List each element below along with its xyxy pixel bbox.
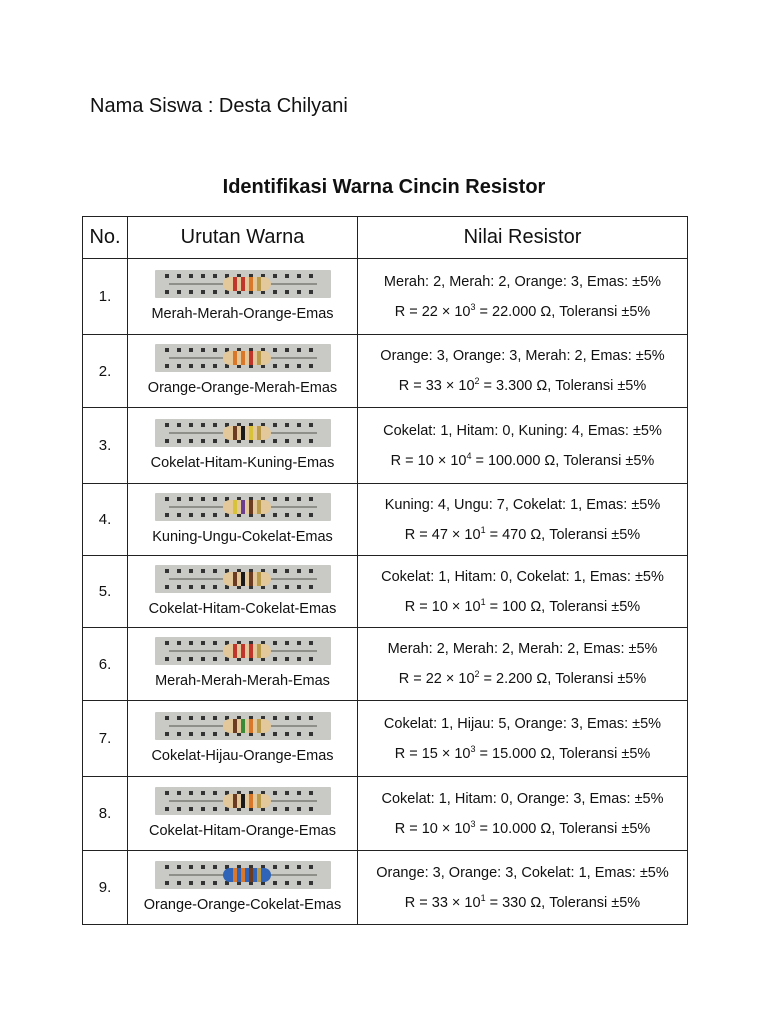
resistor-photo: [155, 712, 331, 740]
color-order-label: Merah-Merah-Orange-Emas: [151, 305, 334, 322]
color-band: [233, 794, 237, 808]
color-digit-mapping: Cokelat: 1, Hitam: 0, Cokelat: 1, Emas: ±5%: [381, 568, 664, 585]
color-band: [257, 500, 261, 514]
color-order-cell: [128, 408, 358, 484]
color-order-label: Cokelat-Hitam-Kuning-Emas: [150, 454, 335, 471]
formula-result: = 2.200 Ω, Toleransi ±5%: [479, 670, 647, 687]
resistor-value-cell: [358, 701, 688, 777]
color-digit-mapping: Cokelat: 1, Hitam: 0, Kuning: 4, Emas: ±5%: [383, 422, 662, 439]
resistor-body: [223, 868, 271, 882]
resistor-photo: [155, 787, 331, 815]
formula-base: R = 10 × 10: [390, 452, 467, 469]
table-row: [83, 777, 688, 851]
color-order-cell: [128, 484, 358, 556]
color-digit-mapping: Merah: 2, Merah: 2, Orange: 3, Emas: ±5%: [383, 273, 662, 290]
formula-base: R = 33 × 10: [398, 377, 475, 394]
color-band: [233, 644, 237, 658]
color-band: [257, 868, 261, 882]
color-order-cell: [128, 556, 358, 628]
formula-exponent: 3: [470, 301, 476, 312]
color-band: [257, 351, 261, 365]
color-order-cell: [128, 851, 358, 925]
resistor-body: [223, 719, 271, 733]
formula-base: R = 10 × 10: [394, 820, 471, 837]
header-color-order: Urutan Warna: [128, 217, 358, 259]
color-order-cell: [128, 701, 358, 777]
color-order-label: Orange-Orange-Cokelat-Emas: [143, 896, 342, 913]
color-band: [249, 719, 253, 733]
formula-result: = 10.000 Ω, Toleransi ±5%: [475, 820, 651, 837]
color-band: [241, 719, 245, 733]
color-band: [241, 351, 245, 365]
color-order-label: Cokelat-Hitam-Orange-Emas: [149, 822, 336, 839]
resistor-body: [223, 500, 271, 514]
color-band: [257, 794, 261, 808]
resistor-body: [223, 572, 271, 586]
row-number: 2.: [83, 335, 128, 408]
resistance-formula: [358, 525, 687, 543]
formula-exponent: 1: [480, 892, 486, 903]
resistor-body: [223, 794, 271, 808]
resistance-formula: [358, 893, 687, 911]
resistance-formula: [358, 451, 687, 469]
formula-exponent: 3: [470, 743, 476, 754]
formula-exponent: 1: [480, 524, 486, 535]
color-order-cell: [128, 628, 358, 701]
color-digit-mapping: Cokelat: 1, Hitam: 0, Orange: 3, Emas: ±5%: [381, 790, 664, 807]
resistor-value-cell: [358, 628, 688, 701]
formula-base: R = 47 × 10: [404, 526, 481, 543]
resistor-value-cell: [358, 259, 688, 335]
table-row: [83, 851, 688, 925]
color-band: [241, 794, 245, 808]
color-band: [241, 572, 245, 586]
formula-base: R = 10 × 10: [404, 598, 481, 615]
color-band: [257, 719, 261, 733]
formula-exponent: 4: [466, 450, 472, 461]
formula-exponent: 2: [474, 669, 480, 680]
color-band: [233, 500, 237, 514]
formula-exponent: 1: [480, 596, 486, 607]
formula-result: = 100 Ω, Toleransi ±5%: [485, 598, 641, 615]
resistor-value-cell: [358, 484, 688, 556]
resistance-formula: [358, 744, 687, 762]
formula-result: = 3.300 Ω, Toleransi ±5%: [479, 377, 647, 394]
resistor-value-cell: [358, 556, 688, 628]
color-band: [249, 426, 253, 440]
color-order-label: Merah-Merah-Merah-Emas: [155, 673, 330, 689]
row-number: 6.: [83, 628, 128, 701]
row-number: 9.: [83, 851, 128, 925]
row-number: 4.: [83, 484, 128, 556]
color-band: [241, 868, 245, 882]
resistor-body: [223, 351, 271, 365]
table-row: [83, 628, 688, 701]
resistor-photo: [155, 565, 331, 593]
color-band: [249, 572, 253, 586]
formula-base: R = 22 × 10: [394, 303, 471, 320]
resistance-formula: [358, 669, 687, 687]
color-order-cell: [128, 335, 358, 408]
color-band: [241, 426, 245, 440]
formula-base: R = 15 × 10: [394, 745, 471, 762]
color-band: [249, 351, 253, 365]
color-band: [249, 794, 253, 808]
color-digit-mapping: Orange: 3, Orange: 3, Merah: 2, Emas: ±5%: [380, 348, 665, 365]
color-band: [233, 277, 237, 291]
formula-result: = 470 Ω, Toleransi ±5%: [485, 526, 641, 543]
color-band: [241, 277, 245, 291]
header-resistor-value: Nilai Resistor: [358, 217, 688, 259]
color-digit-mapping: Orange: 3, Orange: 3, Cokelat: 1, Emas: ±5%: [376, 864, 669, 881]
color-order-label: Kuning-Ungu-Cokelat-Emas: [152, 528, 333, 545]
color-band: [233, 719, 237, 733]
resistor-body: [223, 277, 271, 291]
resistance-formula: [358, 819, 687, 837]
document-title: Identifikasi Warna Cincin Resistor: [222, 176, 546, 198]
resistor-body: [223, 426, 271, 440]
resistor-value-cell: [358, 777, 688, 851]
color-band: [249, 644, 253, 658]
table-row: [83, 259, 688, 335]
color-order-label: Orange-Orange-Merah-Emas: [147, 380, 338, 396]
student-name-line: Nama Siswa : Desta Chilyani: [90, 95, 348, 117]
color-band: [233, 351, 237, 365]
formula-result: = 100.000 Ω, Toleransi ±5%: [471, 452, 655, 469]
header-no: No.: [83, 217, 128, 259]
resistor-value-cell: [358, 851, 688, 925]
resistor-photo: [155, 419, 331, 447]
formula-base: R = 33 × 10: [404, 894, 481, 911]
resistor-photo: [155, 344, 331, 372]
row-number: 8.: [83, 777, 128, 851]
color-band: [257, 572, 261, 586]
formula-base: R = 22 × 10: [398, 670, 475, 687]
row-number: 7.: [83, 701, 128, 777]
color-band: [241, 500, 245, 514]
color-band: [233, 868, 237, 882]
row-number: 3.: [83, 408, 128, 484]
color-band: [249, 868, 253, 882]
resistor-body: [223, 644, 271, 658]
color-order-cell: [128, 259, 358, 335]
color-digit-mapping: Merah: 2, Merah: 2, Merah: 2, Emas: ±5%: [387, 641, 658, 658]
table-row: [83, 556, 688, 628]
color-band: [233, 572, 237, 586]
formula-result: = 330 Ω, Toleransi ±5%: [485, 894, 641, 911]
resistance-formula: [358, 597, 687, 615]
resistor-value-cell: [358, 335, 688, 408]
color-band: [249, 277, 253, 291]
row-number: 5.: [83, 556, 128, 628]
formula-result: = 22.000 Ω, Toleransi ±5%: [475, 303, 651, 320]
color-band: [233, 426, 237, 440]
color-order-label: Cokelat-Hijau-Orange-Emas: [151, 747, 334, 764]
formula-exponent: 3: [470, 818, 476, 829]
color-order-cell: [128, 777, 358, 851]
color-digit-mapping: Kuning: 4, Ungu: 7, Cokelat: 1, Emas: ±5%: [384, 496, 661, 513]
color-order-label: Cokelat-Hitam-Cokelat-Emas: [148, 600, 337, 617]
table-header-row: [83, 217, 688, 259]
resistance-formula: [358, 302, 687, 320]
table-row: [83, 701, 688, 777]
table-row: [83, 335, 688, 408]
color-band: [241, 644, 245, 658]
resistor-table: [82, 216, 688, 925]
resistor-photo: [155, 493, 331, 521]
color-band: [257, 426, 261, 440]
resistor-value-cell: [358, 408, 688, 484]
resistor-photo: [155, 270, 331, 298]
color-band: [257, 277, 261, 291]
color-digit-mapping: Cokelat: 1, Hijau: 5, Orange: 3, Emas: ±5%: [383, 715, 662, 732]
table-row: [83, 408, 688, 484]
formula-exponent: 2: [474, 376, 480, 387]
row-number: 1.: [83, 259, 128, 335]
formula-result: = 15.000 Ω, Toleransi ±5%: [475, 745, 651, 762]
color-band: [249, 500, 253, 514]
resistor-photo: [155, 637, 331, 665]
resistance-formula: [358, 376, 687, 394]
resistor-photo: [155, 861, 331, 889]
table-row: [83, 484, 688, 556]
color-band: [257, 644, 261, 658]
